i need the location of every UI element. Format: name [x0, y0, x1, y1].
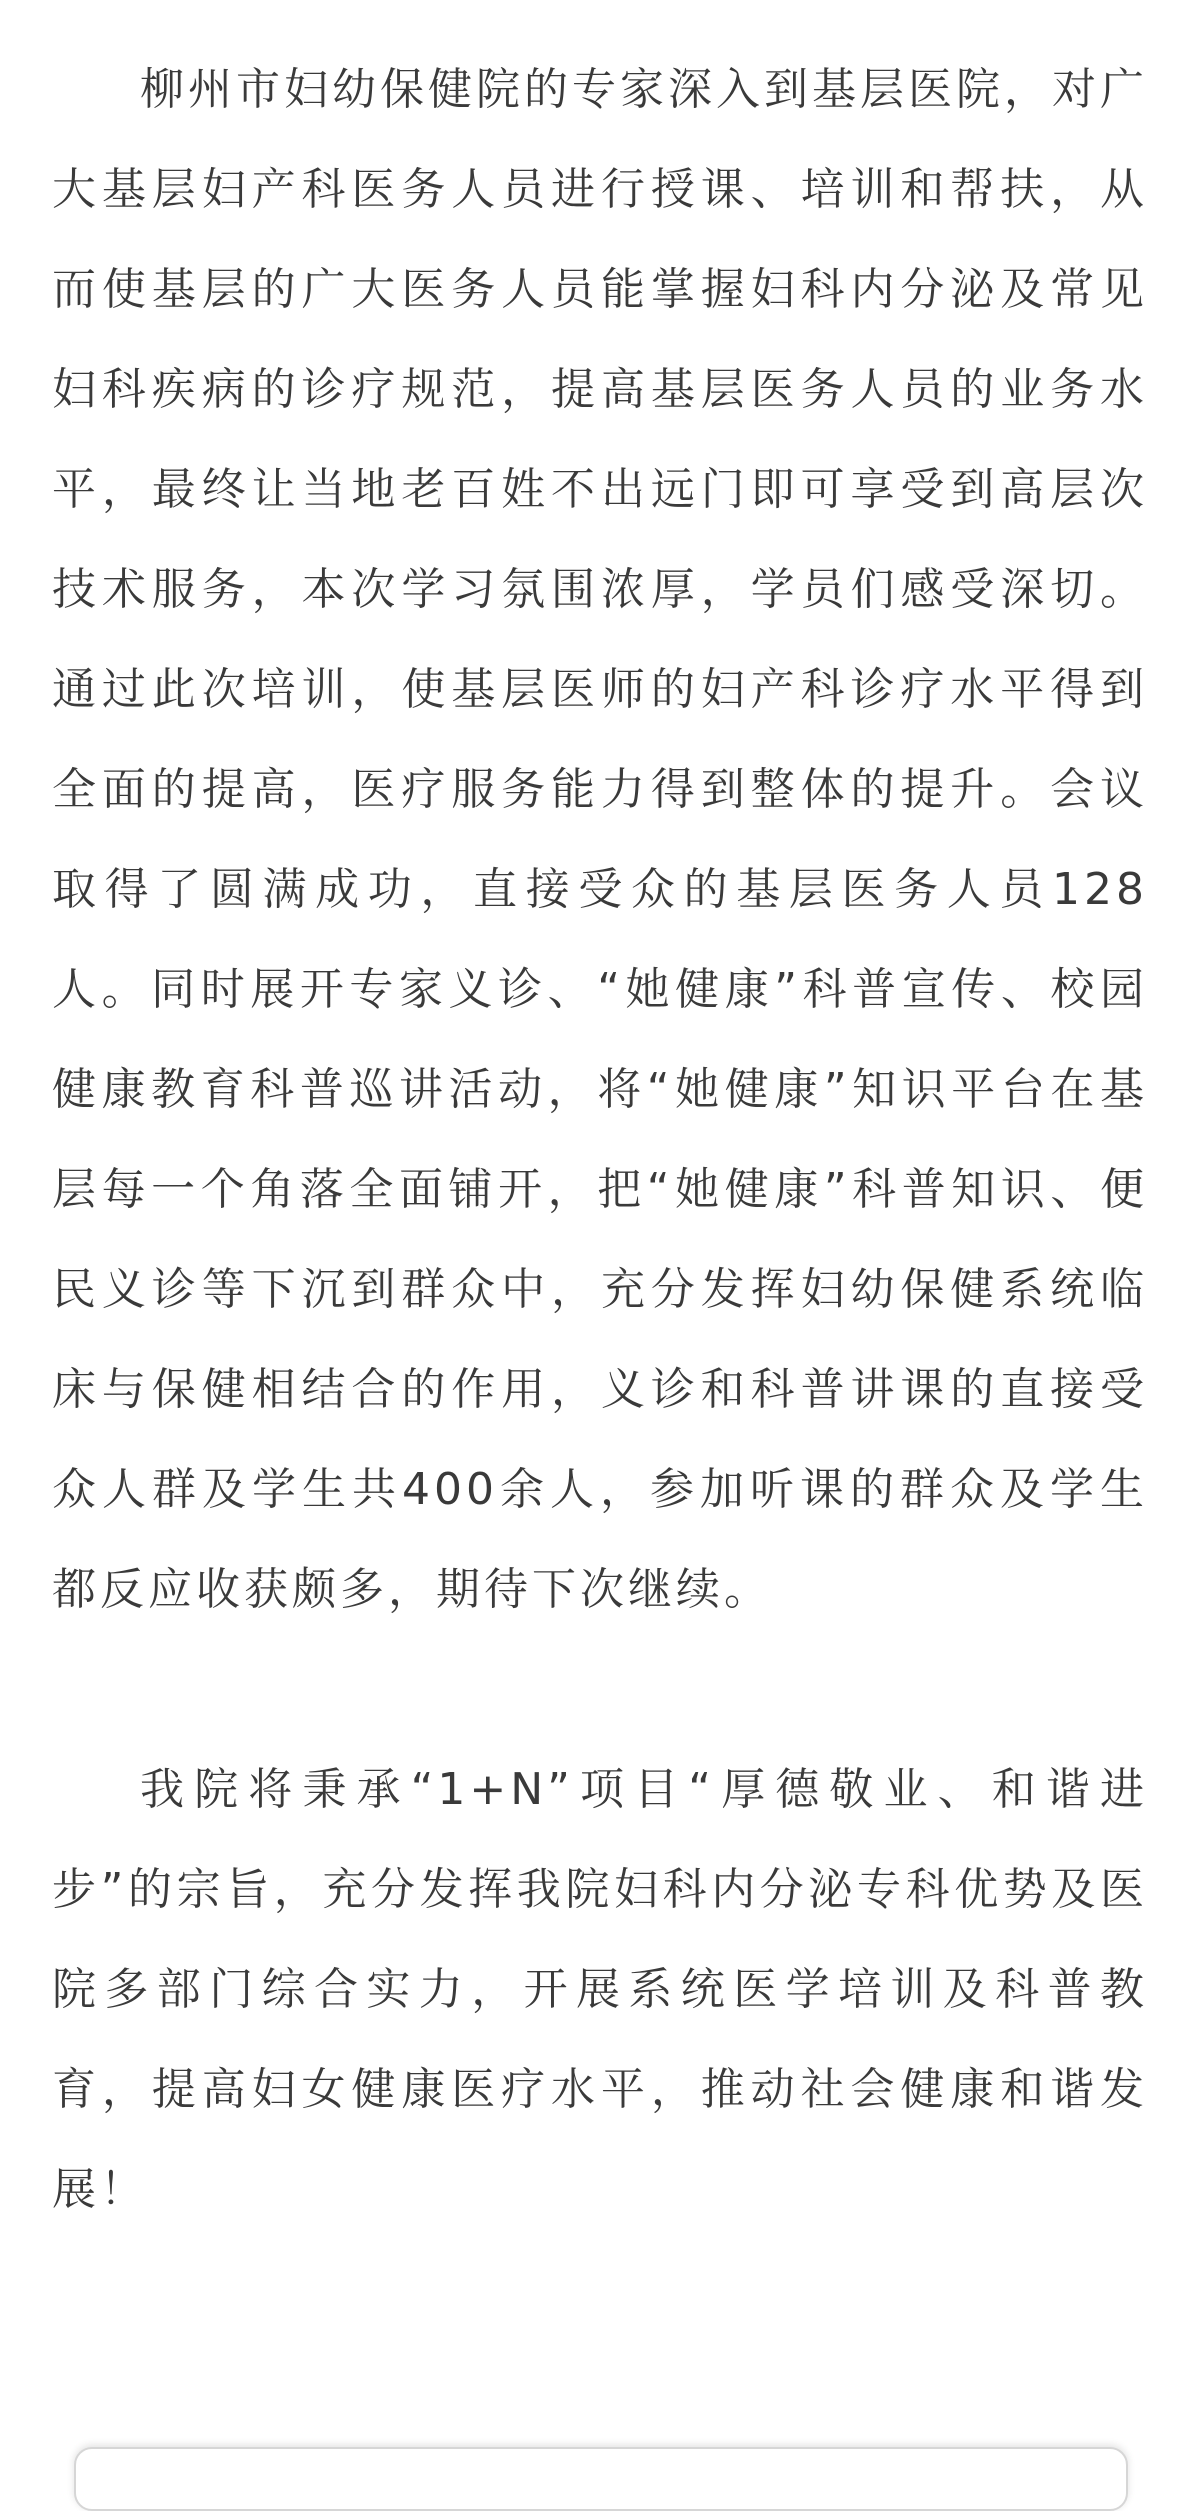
- article-body: [52, 40, 1148, 2240]
- article-paragraph-2: 我院将秉承“1+N”项目“厚德敬业、和谐进步”的宗旨，充分发挥我院妇科内分泌专科优势及医院多部门综合实力，开展系统医学培训及科普教育，提高妇女健康医疗水平，推动社会健康和谐发展！: [52, 1764, 1148, 2215]
- bottom-card[interactable]: [74, 2447, 1128, 2511]
- article-paragraph-1: 柳州市妇幼保健院的专家深入到基层医院，对广大基层妇产科医务人员进行授课、培训和帮扶，从而使基层的广大医务人员能掌握妇科内分泌及常见妇科疾病的诊疗规范，提高基层医务人员的业务水平，最终让当地老百姓不出远门即可享受到高层次技术服务，本次学习氛围浓厚，学员们感受深切。通过此次培训，使基层医师的妇产科诊疗水平得到全面的提高，医疗服务能力得到整体的提升。会议取得了圆满成功，直接受众的基层医务人员128人。同时展开专家义诊、“她健康”科普宣传、校园健康教育科普巡讲活动，将“她健康”知识平台在基层每一个角落全面铺开，把“她健康”科普知识、便民义诊等下沉到群众中，充分发挥妇幼保健系统临床与保健相结合的作用，义诊和科普讲课的直接受众人群及学生共400余人，参加听课的群众及学生都反应收获颇多，期待下次继续。: [52, 64, 1148, 1615]
